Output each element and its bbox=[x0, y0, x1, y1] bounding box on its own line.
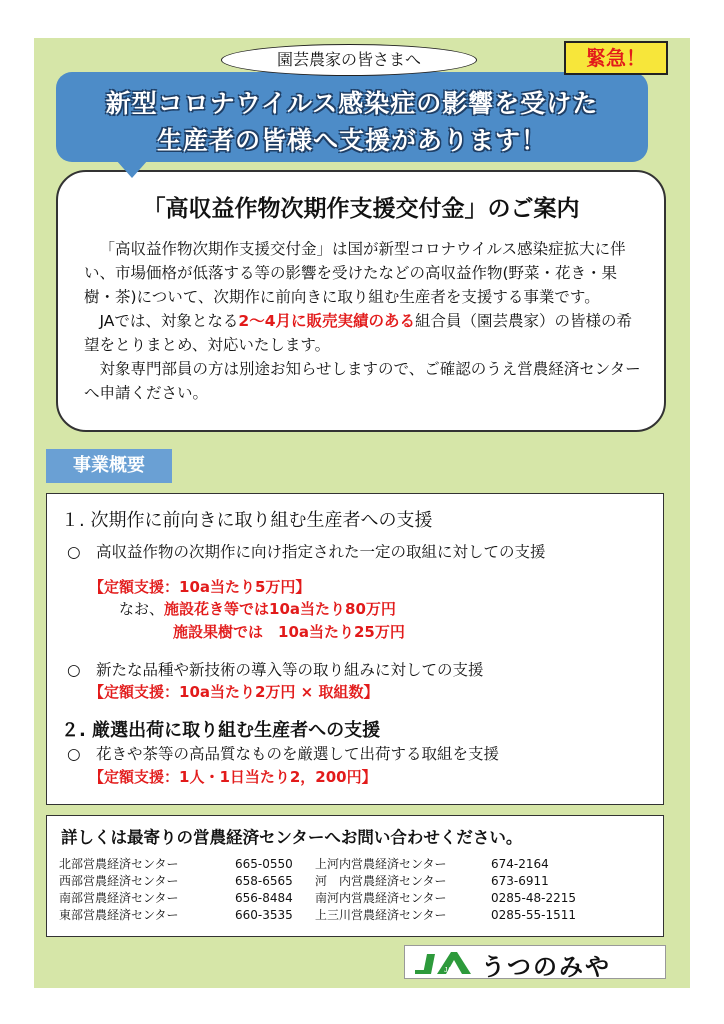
office-phone: 665-0550 bbox=[235, 857, 293, 871]
audience-label: 園芸農家の皆さまへ bbox=[221, 44, 477, 76]
office-phone: 660-3535 bbox=[235, 908, 293, 922]
office-name: 河 内営農経済センター bbox=[315, 874, 447, 888]
ja-mark-text: JA bbox=[444, 967, 453, 974]
office-phone: 0285-48-2215 bbox=[491, 891, 577, 905]
headline-line-2: 生産者の皆様へ支援があります！ bbox=[156, 126, 547, 155]
note-facility-flowers: 施設花き等では10a当たり80万円 bbox=[164, 600, 396, 618]
intro-paragraph-3: 対象専門部員の方は別途お知らせしますので、ご確認のうえ営農経済センターへ申請ください。 bbox=[84, 360, 641, 402]
note-facility-fruit: 施設果樹では 10a当たり25万円 bbox=[173, 623, 405, 641]
office-row bbox=[59, 890, 293, 907]
office-name: 北部営農経済センター bbox=[59, 857, 179, 871]
contact-box bbox=[46, 815, 664, 937]
note-prefix: なお、 bbox=[119, 600, 165, 618]
office-phone: 674-2164 bbox=[491, 857, 549, 871]
intro-p2-start: JAでは、対象となる bbox=[99, 312, 239, 330]
support-item-3: ○ 花きや茶等の高品質なものを厳選して出荷する取組を支援 bbox=[67, 745, 500, 763]
office-phone: 0285-55-1511 bbox=[491, 908, 577, 922]
support-amount-3: 【定額支援：1人・1日当たり2，200円】 bbox=[89, 768, 377, 786]
intro-box bbox=[56, 170, 666, 432]
support-amount-2: 【定額支援：10a当たり2万円 × 取組数】 bbox=[89, 683, 379, 701]
office-row bbox=[59, 873, 293, 890]
support-heading-2: ２. 厳選出荷に取り組む生産者への支援 bbox=[61, 720, 381, 741]
summary-box bbox=[46, 493, 664, 805]
intro-paragraph-2 bbox=[84, 309, 644, 357]
office-row bbox=[59, 907, 293, 924]
intro-body bbox=[84, 237, 644, 405]
office-row bbox=[315, 856, 549, 873]
office-row bbox=[315, 873, 549, 890]
section-label: 事業概要 bbox=[46, 449, 172, 483]
support-note-1 bbox=[119, 598, 396, 619]
contact-heading: 詳しくは最寄りの営農経済センターへお問い合わせください。 bbox=[61, 828, 523, 847]
office-phone: 658-6565 bbox=[235, 874, 293, 888]
office-phone: 673-6911 bbox=[491, 874, 549, 888]
support-item-2: ○ 新たな品種や新技術の導入等の取り組みに対しての支援 bbox=[67, 661, 484, 679]
office-name: 東部営農経済センター bbox=[59, 908, 179, 922]
intro-p2-end: 組合員（園芸農家）の皆様の希望をとりまとめ、対応いたします。 bbox=[84, 312, 632, 354]
headline-line-1: 新型コロナウイルス感染症の影響を受けた bbox=[105, 89, 599, 118]
banner-tail bbox=[116, 160, 148, 178]
intro-paragraph-1: 「高収益作物次期作支援交付金」は国が新型コロナウイルス感染症拡大に伴い、市場価格が低落する等の影響を受けたなどの高収益作物(野菜・花き・果樹・茶)について、次期作に前向きに取り組む生産者を支援する事業です。 bbox=[84, 240, 626, 306]
support-heading-1: １. 次期作に前向きに取り組む生産者への支援 bbox=[61, 510, 433, 531]
office-row bbox=[315, 907, 576, 924]
intro-title: 「高収益作物次期作支援交付金」のご案内 bbox=[142, 196, 580, 222]
headline-banner bbox=[56, 72, 648, 162]
sales-period-highlight: 2～4月に販売実績のある bbox=[238, 312, 415, 330]
office-name: 南河内営農経済センター bbox=[315, 891, 447, 905]
ja-mark-icon bbox=[413, 950, 475, 976]
support-amount-1: 【定額支援：10a当たり5万円】 bbox=[89, 578, 311, 596]
ja-name: うつのみや bbox=[481, 953, 611, 981]
support-item-1: ○ 高収益作物の次期作に向け指定された一定の取組に対しての支援 bbox=[67, 543, 546, 561]
office-name: 上河内営農経済センター bbox=[315, 857, 447, 871]
office-name: 南部営農経済センター bbox=[59, 891, 179, 905]
office-phone: 656-8484 bbox=[235, 891, 293, 905]
office-name: 上三川営農経済センター bbox=[315, 908, 447, 922]
office-name: 西部営農経済センター bbox=[59, 874, 179, 888]
office-row bbox=[59, 856, 293, 873]
ja-logo bbox=[404, 945, 666, 979]
office-row bbox=[315, 890, 576, 907]
urgent-badge: 緊急！ bbox=[564, 41, 668, 75]
